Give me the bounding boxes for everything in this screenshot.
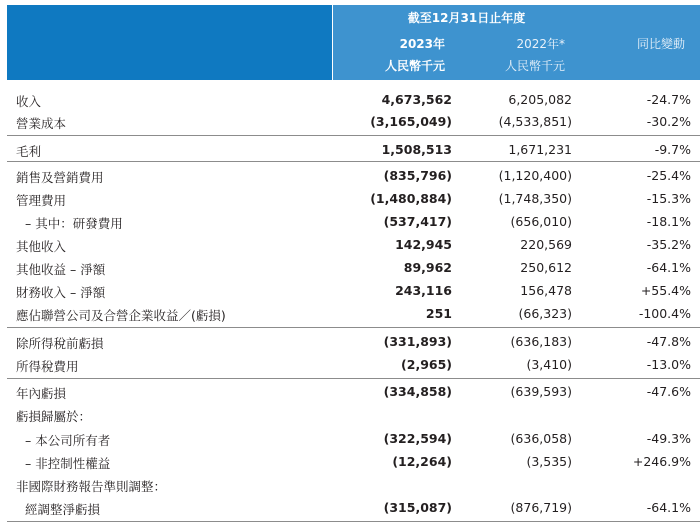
column-2023-unit: 人民幣千元 — [384, 59, 445, 73]
row-label: 其他收入 — [16, 239, 67, 254]
value-2022: (1,120,400) — [498, 168, 572, 183]
column-change: 同比變動 — [636, 37, 685, 51]
value-change: -64.1% — [646, 500, 691, 515]
table-row — [7, 89, 700, 113]
table-row — [7, 111, 700, 135]
value-2022: 6,205,082 — [508, 92, 572, 107]
table-row — [7, 211, 700, 235]
value-change: -13.0% — [646, 357, 691, 372]
divider — [7, 135, 700, 136]
table-row — [7, 165, 700, 189]
table-row — [7, 234, 700, 258]
value-2023: (12,264) — [392, 454, 452, 469]
value-change: -25.4% — [646, 168, 691, 183]
value-2022: (656,010) — [510, 214, 572, 229]
value-change: +246.9% — [632, 454, 691, 469]
value-2023: (537,417) — [383, 214, 452, 229]
value-2022: (66,323) — [518, 306, 572, 321]
value-change: -24.7% — [646, 92, 691, 107]
row-label: 虧損歸屬於： — [16, 409, 92, 424]
value-2023: (334,858) — [383, 384, 452, 399]
value-2022: (639,593) — [510, 384, 572, 399]
value-change: +55.4% — [640, 283, 691, 298]
table-row — [7, 139, 700, 163]
value-2022: (4,533,851) — [498, 114, 572, 129]
value-2023: 89,962 — [403, 260, 452, 275]
table-row — [7, 280, 700, 304]
row-label: – 其中：研發費用 — [25, 216, 123, 231]
value-change: -9.7% — [654, 142, 691, 157]
divider — [7, 161, 700, 162]
table-row — [7, 331, 700, 355]
row-label: 毛利 — [16, 144, 42, 159]
value-2023: (2,965) — [401, 357, 452, 372]
table-row — [7, 381, 700, 405]
table-row — [7, 257, 700, 281]
value-change: -64.1% — [646, 260, 691, 275]
row-label: 收入 — [16, 94, 42, 109]
value-change: -47.6% — [646, 384, 691, 399]
column-2022-unit: 人民幣千元 — [504, 59, 565, 73]
header-label-cell — [7, 5, 332, 80]
table-row — [7, 354, 700, 378]
row-label: 應佔聯營公司及合營企業收益／(虧損) — [16, 308, 226, 323]
table-row — [7, 497, 700, 521]
table-row — [7, 303, 700, 327]
row-label: 財務收入 – 淨額 — [16, 285, 106, 300]
table-row — [7, 474, 700, 498]
value-2022: (3,410) — [526, 357, 572, 372]
table-row — [7, 428, 700, 452]
value-2023: (331,893) — [383, 334, 452, 349]
value-2022: (636,183) — [510, 334, 572, 349]
row-label: 所得稅費用 — [16, 359, 79, 374]
value-2022: 250,612 — [520, 260, 572, 275]
row-label: 管理費用 — [16, 193, 67, 208]
value-change: -47.8% — [646, 334, 691, 349]
value-2023: (315,087) — [383, 500, 452, 515]
value-2023: 1,508,513 — [381, 142, 452, 157]
value-2023: (3,165,049) — [370, 114, 452, 129]
value-2023: 251 — [425, 306, 452, 321]
value-2023: 4,673,562 — [381, 92, 452, 107]
period-heading: 截至12月31日止年度 — [407, 11, 526, 25]
value-change: -35.2% — [646, 237, 691, 252]
row-label: – 本公司所有者 — [25, 433, 111, 448]
value-2022: 1,671,231 — [508, 142, 572, 157]
row-label: 年內虧損 — [16, 386, 67, 401]
value-2023: (322,594) — [383, 431, 452, 446]
row-label: 銷售及營銷費用 — [16, 170, 104, 185]
value-2023: 243,116 — [395, 283, 452, 298]
row-label: 營業成本 — [16, 116, 67, 131]
value-2022: 220,569 — [520, 237, 572, 252]
divider — [7, 327, 700, 328]
value-2023: (835,796) — [383, 168, 452, 183]
row-label: 除所得稅前虧損 — [16, 336, 104, 351]
value-2022: 156,478 — [520, 283, 572, 298]
value-change: -100.4% — [638, 306, 691, 321]
column-2023-year: 2023年 — [399, 37, 445, 51]
column-2022-year: 2022年* — [516, 37, 565, 51]
value-2023: 142,945 — [395, 237, 452, 252]
row-label: 經調整淨虧損 — [25, 502, 101, 517]
value-change: -15.3% — [646, 191, 691, 206]
value-2022: (3,535) — [526, 454, 572, 469]
value-change: -49.3% — [646, 431, 691, 446]
row-label: 其他收益 – 淨額 — [16, 262, 106, 277]
value-2023: (1,480,884) — [370, 191, 452, 206]
divider — [7, 521, 700, 522]
row-label: – 非控制性權益 — [25, 456, 111, 471]
value-change: -18.1% — [646, 214, 691, 229]
row-label: 非國際財務報告準則調整： — [16, 479, 167, 494]
value-2022: (1,748,350) — [498, 191, 572, 206]
table-row — [7, 404, 700, 428]
value-change: -30.2% — [646, 114, 691, 129]
divider — [7, 378, 700, 379]
value-2022: (636,058) — [510, 431, 572, 446]
table-header — [0, 0, 700, 80]
table-row — [7, 188, 700, 212]
table-row — [7, 451, 700, 475]
value-2022: (876,719) — [510, 500, 572, 515]
